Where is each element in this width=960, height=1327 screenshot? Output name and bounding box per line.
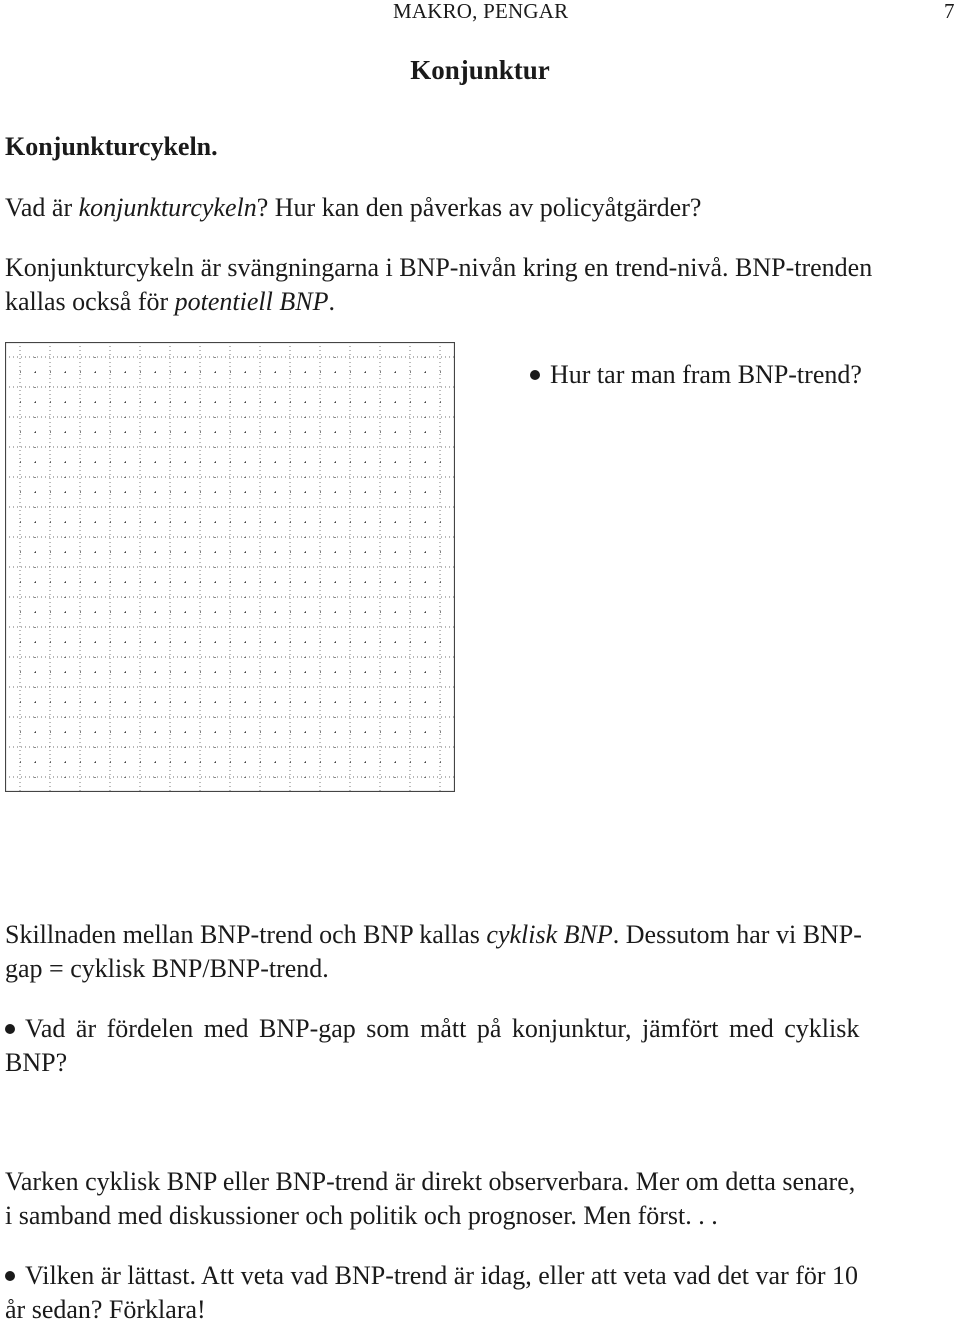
definition-line-2-prefix: kallas också för — [5, 287, 175, 316]
question-1 — [530, 358, 862, 392]
page-number: 7 — [944, 0, 955, 23]
intro-question — [5, 191, 701, 225]
observability-paragraph — [5, 1165, 855, 1233]
definition-line-2-suffix: . — [328, 287, 335, 316]
intro-question-prefix: Vad är — [5, 193, 79, 222]
bullet-icon — [5, 1024, 15, 1034]
question-2-line-1 — [5, 1012, 859, 1046]
cyclical-term: cyklisk BNP — [486, 920, 613, 949]
definition-line-1: Konjunkturcykeln är svängningarna i BNP-nivån kring en trend-nivå. BNP-trenden — [5, 253, 873, 282]
definition-term: potentiell BNP — [174, 287, 329, 316]
intro-question-term: konjunkturcykeln — [78, 193, 257, 222]
cyclical-line-1-prefix: Skillnaden mellan BNP-trend och BNP kallas — [5, 920, 487, 949]
observability-line-1: Varken cyklisk BNP eller BNP-trend är direkt observerbara. Mer om detta senare, — [5, 1167, 856, 1196]
cyclical-paragraph — [5, 918, 862, 986]
blank-grid — [5, 342, 455, 792]
section-heading: Konjunkturcykeln. — [5, 132, 218, 161]
bullet-icon — [530, 370, 540, 380]
running-title: MAKRO, PENGAR — [393, 0, 569, 23]
question-3 — [5, 1259, 858, 1327]
intro-question-suffix: ? Hur kan den påverkas av policyåtgärder? — [256, 193, 702, 222]
observability-line-2: i samband med diskussioner och politik och prognoser. Men först. . . — [5, 1201, 718, 1230]
cyclical-line-2: gap = cyklisk BNP/BNP-trend. — [5, 954, 329, 983]
question-2-line-2: BNP? — [5, 1048, 68, 1077]
bullet-icon — [5, 1271, 15, 1281]
definition-paragraph — [5, 251, 872, 319]
question-3-line-2: år sedan? Förklara! — [5, 1295, 206, 1324]
question-2 — [5, 1012, 859, 1080]
page-title: Konjunktur — [410, 55, 550, 85]
question-1-text: Hur tar man fram BNP-trend? — [550, 360, 862, 389]
cyclical-line-1 — [5, 918, 862, 952]
cyclical-line-1-suffix: . Dessutom har vi BNP- — [612, 920, 862, 949]
question-3-line-1 — [5, 1259, 858, 1293]
question-3-line-1-text: Vilken är lättast. Att veta vad BNP-trend är idag, eller att veta vad det var för 10 — [25, 1261, 859, 1290]
definition-line-2 — [5, 285, 872, 319]
question-2-line-1-text: Vad är fördelen med BNP-gap som mått på konjunktur, jämfört med cyklisk — [25, 1014, 860, 1043]
